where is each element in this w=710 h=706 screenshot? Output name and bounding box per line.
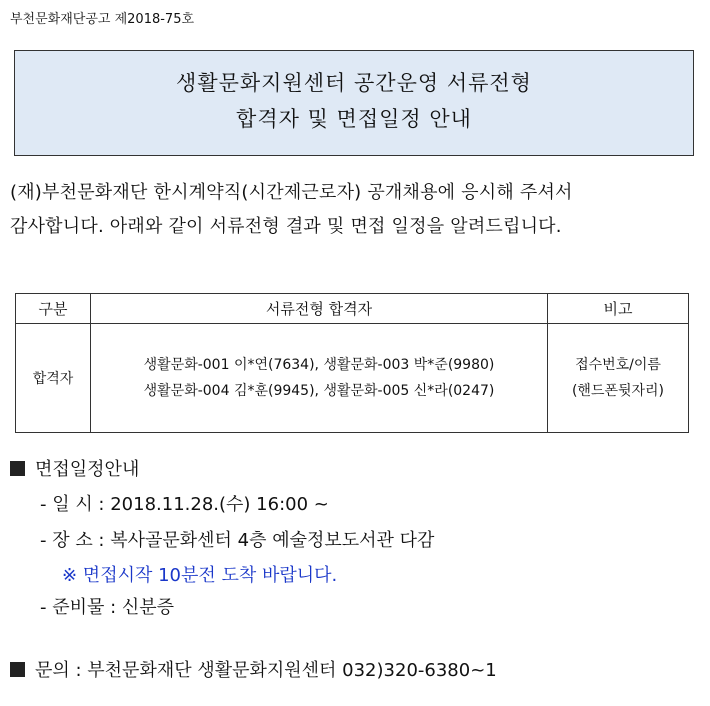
table-header-row — [16, 294, 689, 324]
notice-number: 부천문화재단공고 제2018-75호 — [10, 12, 195, 27]
passers-line-1: 생활문화-001 이*연(7634), 생활문화-003 박*준(9980) — [143, 357, 495, 373]
header-passers: 서류전형 합격자 — [91, 294, 548, 324]
header-category: 구분 — [16, 294, 91, 324]
interview-date: - 일 시 : 2018.11.28.(수) 16:00 ~ — [40, 494, 329, 515]
passers-cell — [91, 324, 548, 433]
table-row — [16, 324, 689, 433]
remark-cell — [548, 324, 689, 433]
square-bullet-icon — [10, 461, 25, 476]
intro-paragraph — [10, 176, 700, 244]
interview-heading-text: 면접일정안내 — [35, 459, 140, 480]
title-line-1: 생활문화지원센터 공간운영 서류전형 — [176, 71, 532, 95]
remark-line-2: (핸드폰뒷자리) — [571, 383, 665, 399]
passers-line-2: 생활문화-004 김*훈(9945), 생활문화-005 신*라(0247) — [143, 383, 495, 399]
title-line-2: 합격자 및 면접일정 안내 — [236, 107, 472, 131]
header-remark: 비고 — [548, 294, 689, 324]
title-box — [14, 50, 694, 156]
result-table — [15, 293, 689, 433]
intro-line-2: 감사합니다. 아래와 같이 서류전형 결과 및 면접 일정을 알려드립니다. — [10, 216, 562, 237]
interview-items: - 준비물 : 신분증 — [40, 597, 175, 618]
interview-place: - 장 소 : 복사골문화센터 4층 예술정보도서관 다감 — [40, 530, 435, 551]
intro-line-1: (재)부천문화재단 한시계약직(시간제근로자) 공개채용에 응시해 주셔서 — [10, 182, 573, 203]
row-label: 합격자 — [16, 324, 91, 433]
remark-line-1: 접수번호/이름 — [575, 357, 661, 373]
contact-line — [10, 656, 497, 682]
contact-text: 문의 : 부천문화재단 생활문화지원센터 032)320-6380~1 — [35, 660, 497, 681]
interview-section-heading — [10, 455, 139, 481]
square-bullet-icon — [10, 662, 25, 677]
arrival-note: ※ 면접시작 10분전 도착 바랍니다. — [62, 565, 338, 586]
